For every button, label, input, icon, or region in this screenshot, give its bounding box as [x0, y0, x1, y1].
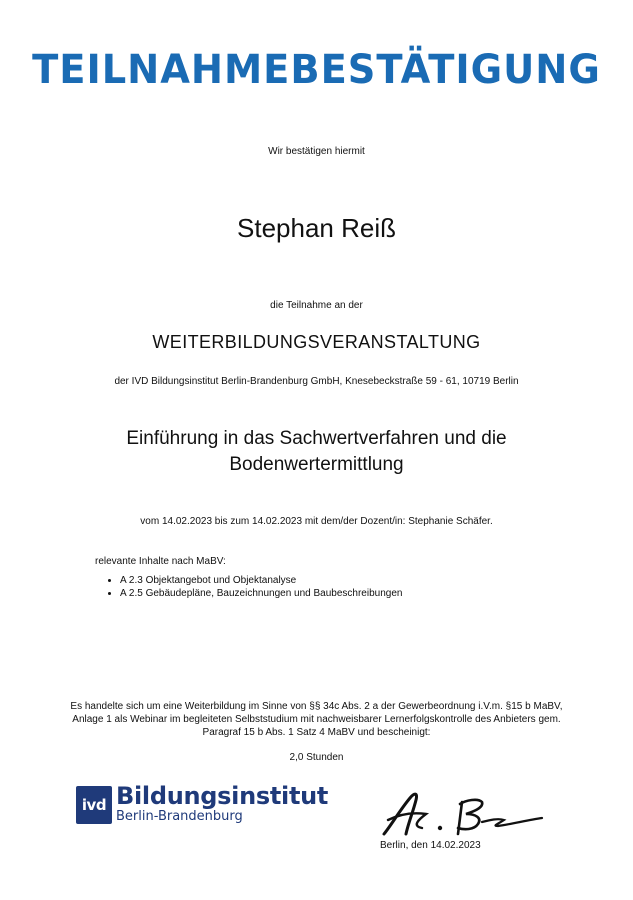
- participation-text: die Teilnahme an der: [270, 300, 363, 311]
- organizer-address: der IVD Bildungsinstitut Berlin-Brandenburg GmbH, Knesebeckstraße 59 - 61, 10719 Berlin: [114, 376, 519, 387]
- ivd-logo: [76, 782, 329, 830]
- confirm-text: Wir bestätigen hiermit: [268, 146, 365, 157]
- statement-line-2: Anlage 1 als Webinar im begleiteten Selbststudium mit nachweisbarer Lernerfolgskontrolle des Anbieters gem.: [72, 714, 561, 725]
- statement-line-3: Paragraf 15 b Abs. 1 Satz 4 MaBV und bescheinigt:: [202, 727, 431, 738]
- signature-image: [378, 784, 548, 840]
- list-item: • A 2.5 Gebäudepläne, Bauzeichnungen und Baubeschreibungen: [120, 587, 402, 600]
- logo-sub-text: Berlin-Brandenburg: [116, 809, 243, 824]
- hours-text: 2,0 Stunden: [289, 752, 344, 763]
- course-title: [0, 426, 633, 478]
- course-title-line-2: Bodenwertermittlung: [229, 454, 404, 475]
- course-title-line-1: Einführung in das Sachwertverfahren und die: [126, 428, 507, 449]
- list-item: • A 2.3 Objektangebot und Objektanalyse: [120, 574, 402, 587]
- content-heading: relevante Inhalte nach MaBV:: [95, 556, 226, 567]
- event-type: WEITERBILDUNGSVERANSTALTUNG: [152, 332, 481, 352]
- place-date: Berlin, den 14.02.2023: [380, 840, 481, 851]
- participant-name: Stephan Reiß: [237, 213, 396, 243]
- logo-main-text: Bildungsinstitut: [116, 782, 329, 810]
- course-dates: vom 14.02.2023 bis zum 14.02.2023 mit dem/der Dozent/in: Stephanie Schäfer.: [140, 516, 493, 527]
- certificate-title: TEILNAHMEBESTÄTIGUNG: [32, 47, 601, 93]
- content-list: [106, 574, 402, 600]
- logo-box: ivd: [76, 786, 112, 824]
- statement-line-1: Es handelte sich um eine Weiterbildung im Sinne von §§ 34c Abs. 2 a der Gewerbeordnung i.V.m. §15 b MaBV,: [70, 701, 563, 712]
- legal-statement: [30, 700, 603, 739]
